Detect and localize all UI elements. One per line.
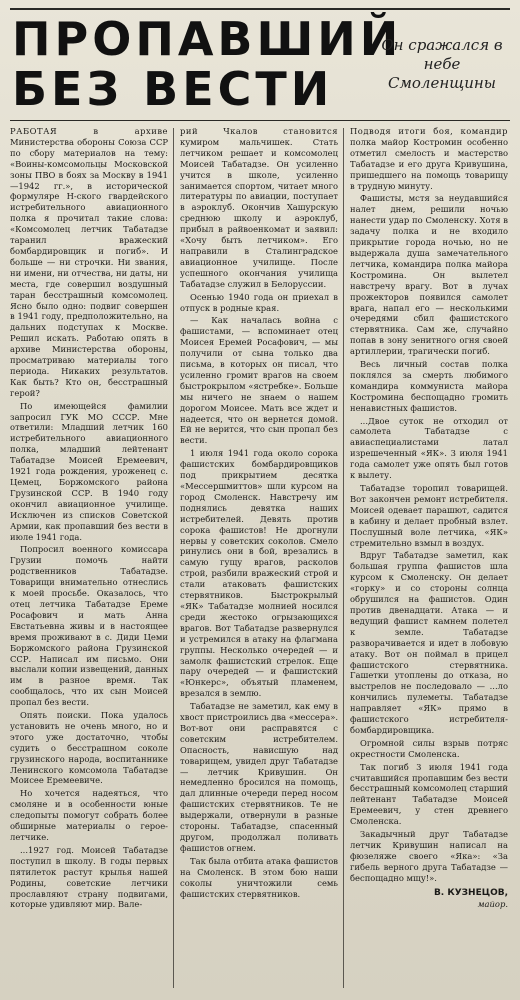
author-byline: В. КУЗНЕЦОВ,: [433, 887, 508, 898]
paragraph: Попросил военного комиссара Грузии помочь найти родственников Табатадзе. Товарищи внимательно отнеслись к моей просьбе. Оказалось, что отец летчика Табатадзе Ереме Росафович и мать Анна Евстатьевна живы и в настоящее время проживают в с. Диди Цеми Боржомского района Грузинской ССР. Написал им письмо. Они выслали копии извещений, данных им в разное время. Так сообщалось, что их сын Моисей пропал без вести.: [10, 544, 168, 708]
article-kicker: Он сражался в небе Смоленщины: [381, 36, 503, 92]
column-1: [10, 126, 168, 986]
paragraph: ...1927 год. Моисей Табатадзе поступил в школу. В годы первых пятилеток растут крылья нашей Родины, советские летчики прославляют страну подвигами, которые удивляют мир. Вале-: [10, 844, 168, 910]
column-2: [180, 126, 338, 986]
paragraph: Подводя итоги боя, командир полка майор Костромин особенно отметил смелость и мастерство Табатадзе и его друга Кривушина, пришедшего на помощь товарищу в трудную минуту.: [350, 126, 508, 191]
paragraph: Вдруг Табатадзе заметил, как большая группа фашистов шла курсом к Смоленску. Он делает «горку» и со стороны солнца обрушился на фашистов. Один против двенадцати. Атака — и ведущий фашист камнем полетел к земле. Табатадзе разворачивается и идет в лобовую атаку. Вот он поймал в прицел фашистского стервятника. Гашетки утоплены до отказа, но выстрелов не последовало — ...ло кончились пулеметы. Табатадзе направляет «ЯК» прямо в фашистского истребителя-бомбардировщика.: [350, 550, 508, 735]
paragraph: 1 июля 1941 года около сорока фашистских бомбардировщиков под прикрытием десятка «Мессершмиттов» шли курсом на город Смоленск. Навстречу им поднялись девятка наших истребителей. Девять против сорока фашистов! Не дрогнули нервы у советских соколов. Смело ринулись они в бой, врезались в самую гущу врагов, расколов строй, разбили вражеский строй и стали атаковать фашистских стервятников. Быстрокрылый «ЯК» Табатадзе молнией носился среди жестоко огрызающихся врагов. Вот Табатадзе развернулся и устремился в атаку на флагмана группы. Несколько очередей — и замолк фашистский стрелок. Еще пару очередей — и фашистский «Юнкерс», объятый пламенем, врезался в землю.: [180, 448, 338, 699]
paragraph: Осенью 1940 года он приехал в отпуск в родные края.: [180, 291, 338, 313]
column-divider: [343, 128, 344, 988]
paragraph: ...Двое суток не отходил от самолета Табатадзе с авиаспециалистами латал изрешеченный «ЯК». 3 июля 1941 года самолет уже опять был готов к вылету.: [350, 415, 508, 481]
paragraph: Огромной силы взрыв потряс окрестности Смоленска.: [350, 737, 508, 759]
top-rule: [10, 8, 510, 10]
column-divider: [173, 128, 174, 988]
headline-rule: [10, 120, 510, 121]
article-headline: ПРОПАВШИЙ БЕЗ ВЕСТИ: [12, 12, 403, 116]
paragraph: Фашисты, мстя за неудавшийся налет днем, решили ночью нанести удар по Смоленску. Хотя в задачу полка и не входило прикрытие города ночью, но не выдержала душа замечательного летчика, командира полка майора Костромина. Он вылетел навстречу врагу. Вот в лучах прожекторов появился самолет врага, напал его — несколькими очередями сбил фашистского стервятника. Сам же, случайно попав в зону зенитного огня своей артиллерии, трагически погиб.: [350, 193, 508, 357]
paragraph: Табатадзе не заметил, как ему в хвост пристроились два «мессера». Вот-вот они расправятся с советским истребителем. Опасность, нависшую над товарищем, увидел друг Табатадзе — летчик Кривушин. Он немедленно бросился на помощь, дал длинные очереди перед носом фашистских стервятников. Те не выдержали, отвернули в разные стороны. Табатадзе, спасенный другом, продолжал поливать фашистов огнем.: [180, 701, 338, 853]
paragraph: Так погиб 3 июля 1941 года считавшийся пропавшим без вести бесстрашный комсомолец старший лейтенант Табатадзе Моисей Еремеевич, у стен древнего Смоленска.: [350, 761, 508, 827]
paragraph: РАБОТАЯ в архиве Министерства обороны Союза ССР по сбору материалов на тему: «Воины-комсомольцы Московской зоны ПВО в боях за Москву в 1941—1942 гг.», в исторической формуляре Н-ского гвардейского истребительного авиационного полка я прочитал такие слова: «Комсомолец летчик Табатадзе таранил вражеский бомбардировщик и погиб». И больше — ни строчки. Ни звания, ни имени, ни отчества, ни даты, ни места, где совершил воздушный таран бесстрашный комсомолец. Ясно было одно: подвиг совершен в 1941 году, предположительно, на дальних подступах к Москве. Решил искать. Работаю опять в архиве Министерства обороны, просматриваю материалы того периода. Никаких результатов. Как быть? Кто он, бесстрашный герой?: [10, 126, 168, 398]
paragraph: Табатадзе торопил товарищей. Вот закончен ремонт истребителя. Моисей одевает парашют, садится в кабину и делает пробный взлет. Послушный воле летчика, «ЯК» стремительно взмыл в воздух.: [350, 483, 508, 548]
paragraph: Опять поиски. Пока удалось установить не очень много, но и этого уже достаточно, чтобы судить о бесстрашном соколе грузинского народа, воспитаннике Ленинского комсомола Табатадзе Моисее Еремеевиче.: [10, 710, 168, 786]
paragraph: рий Чкалов становится кумиром мальчишек. Стать летчиком решает и комсомолец Моисей Табатадзе. Он усиленно учится в школе, усиленно занимается спортом, читает много литературы по авиации, поступает в аэроклуб. Окончив Хашурскую среднюю школу и аэроклуб, прибыл в райвоенкомат и заявил: «Хочу быть летчиком». Его направили в Сталинградское авиационное училище. После успешного окончания училища Табатадзе служил в Белоруссии.: [180, 126, 338, 289]
author-rank: майор.: [477, 898, 508, 909]
paragraph: Закадычный друг Табатадзе летчик Кривушин написал на фюзеляже своего «Яка»: «За гибель верного друга Табатадзе — беспощадно мщу!».: [350, 829, 508, 883]
paragraph: Так была отбита атака фашистов на Смоленск. В этом бою наши соколы уничтожили семь фашистских стервятников.: [180, 855, 338, 899]
paragraph: — Как началась война с фашистами, — вспоминает отец Моисея Еремей Росафович, — мы получили от сына только два письма, в которых он писал, что усиленно громит врагов на своем быстрокрылом «ястребке». Больше мы ничего не знаем о нашем дорогом Моисее. Мать все ждет и надеется, что он вернется домой. Ей не верится, что сын пропал без вести.: [180, 315, 338, 446]
column-3: [350, 126, 508, 986]
paragraph: Но хочется надеяться, что смоляне и в особенности юные следопыты помогут собрать более обширные материалы о герое-летчике.: [10, 788, 168, 842]
paragraph: По имеющейся фамилии запросил ГУК МО СССР. Мне ответили: Младший летчик 160 истребительного авиационного полка, младший лейтенант Табатадзе Моисей Еремеевич, 1921 года рождения, уроженец с. Цемец, Боржомского района Грузинской ССР. В 1940 году окончил авиационное училище. Исключен из списков Советской Армии, как пропавший без вести в июле 1941 года.: [10, 400, 168, 542]
paragraph: Весь личный состав полка поклялся за смерть любимого командира коммуниста майора Костромина беспощадно громить ненавистных фашистов.: [350, 359, 508, 413]
